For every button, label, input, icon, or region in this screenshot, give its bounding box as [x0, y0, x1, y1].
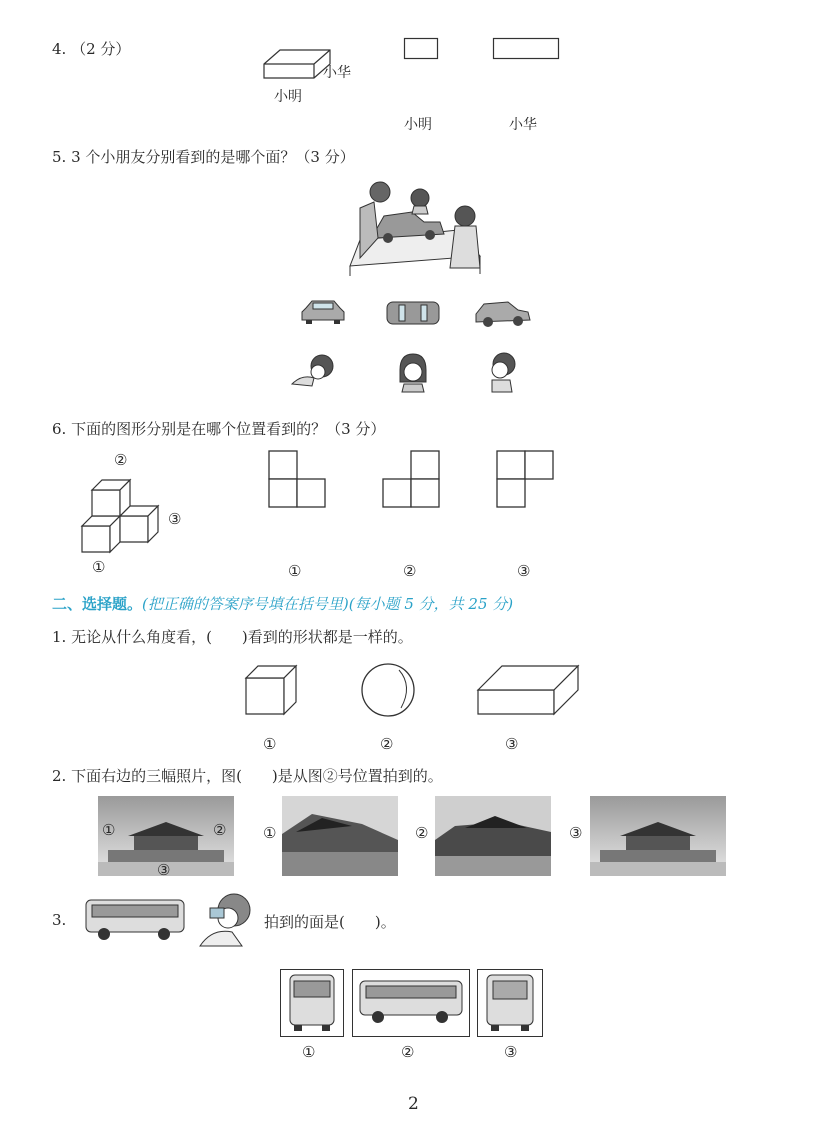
c3-caption-3: ③ — [504, 1043, 518, 1061]
cube-figure — [244, 664, 300, 716]
sphere-figure — [359, 662, 417, 718]
rectangle-view — [493, 38, 559, 60]
cube-stack-figure — [80, 474, 164, 554]
c1-caption-3: ③ — [505, 735, 519, 753]
q6-caption-3: ③ — [517, 562, 531, 580]
boy-bending-icon — [288, 350, 340, 390]
map-position-2: ② — [213, 821, 227, 839]
girl-front-icon — [396, 352, 430, 392]
position-right-marker: ③ — [168, 510, 182, 528]
children-around-car-illustration — [330, 178, 500, 280]
section-2-title: 二、选择题。 — [52, 595, 143, 613]
photo-label-2: ② — [415, 824, 429, 842]
car-front-view — [300, 298, 346, 326]
section-2-note: (把正确的答案序号填在括号里)(每小题 5 分，共 25 分) — [142, 595, 514, 613]
view-shape-1 — [268, 450, 328, 508]
choice-3-text: 拍到的面是( )。 — [264, 913, 396, 931]
c1-caption-1: ① — [263, 735, 277, 753]
q6-caption-1: ① — [288, 562, 302, 580]
photo-label-3: ③ — [569, 824, 583, 842]
long-cuboid-figure — [476, 664, 580, 716]
question-4-text: 4. （2 分） — [52, 40, 131, 58]
bus-front-option — [280, 969, 344, 1037]
photo-label-1: ① — [263, 824, 277, 842]
bus-side-figure — [84, 896, 186, 942]
c3-caption-1: ① — [302, 1043, 316, 1061]
position-front-marker: ① — [92, 558, 106, 576]
car-side-view — [474, 296, 532, 328]
label-xiaohua: 小华 — [323, 65, 351, 81]
map-position-1: ① — [102, 821, 116, 839]
choice-2-text: 2. 下面右边的三幅照片，图( )是从图②号位置拍到的。 — [52, 767, 443, 785]
cuboid-figure — [262, 46, 332, 82]
section-2-heading — [52, 593, 513, 614]
question-5-text: 5. 3 个小朋友分别看到的是哪个面？（3 分） — [52, 148, 355, 166]
q6-caption-2: ② — [403, 562, 417, 580]
map-position-3: ③ — [157, 861, 171, 879]
girl-side-icon — [482, 350, 522, 392]
question-6-text: 6. 下面的图形分别是在哪个位置看到的？（3 分） — [52, 420, 386, 438]
view-label-xiaohua: 小华 — [509, 117, 537, 133]
view-shape-2 — [382, 450, 442, 508]
photo-option-2 — [435, 796, 551, 876]
photo-option-1 — [282, 796, 398, 876]
view-label-xiaoming: 小明 — [404, 117, 432, 133]
square-view — [404, 38, 438, 60]
choice-1-text: 1. 无论从什么角度看，( )看到的形状都是一样的。 — [52, 628, 413, 646]
view-shape-3 — [496, 450, 556, 508]
c1-caption-2: ② — [380, 735, 394, 753]
boy-with-camera-icon — [192, 888, 262, 948]
photo-option-3 — [590, 796, 726, 876]
position-top-marker: ② — [114, 451, 128, 469]
c3-caption-2: ② — [401, 1043, 415, 1061]
label-xiaoming: 小明 — [274, 89, 302, 105]
bus-side-option — [352, 969, 470, 1037]
bus-back-option — [477, 969, 543, 1037]
page-number: 2 — [408, 1094, 419, 1114]
car-top-view — [385, 298, 441, 328]
choice-3-number: 3. — [52, 911, 67, 929]
